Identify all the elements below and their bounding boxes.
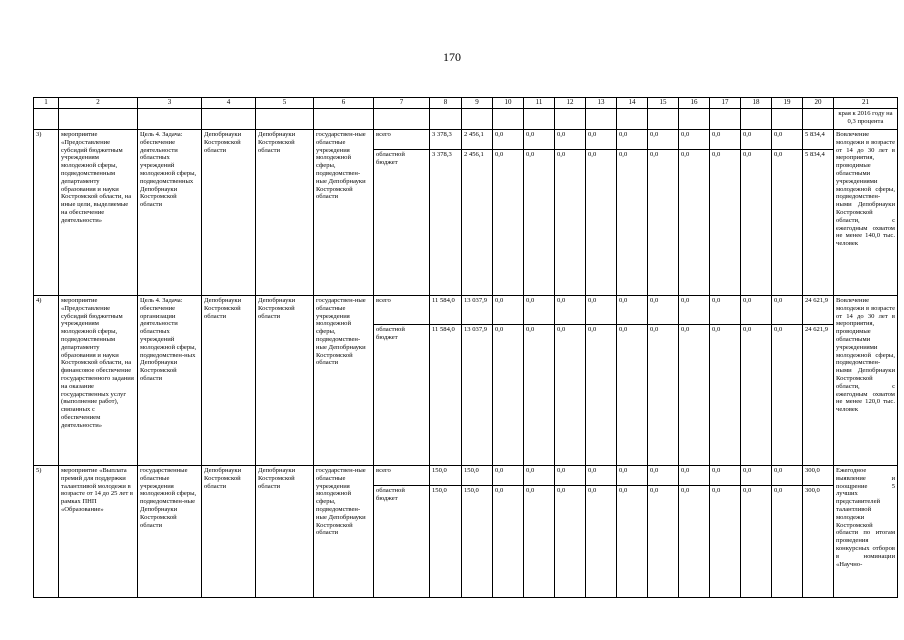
empty-cell: [59, 109, 138, 130]
funding-value: 0,0: [617, 150, 648, 296]
program-table: [33, 97, 898, 598]
funding-value: 0,0: [710, 486, 741, 598]
funding-value: 0,0: [741, 325, 772, 466]
funding-value: 0,0: [493, 130, 524, 150]
empty-cell: [524, 109, 555, 130]
activity-row: [34, 296, 898, 325]
funding-value: 0,0: [555, 325, 586, 466]
funding-value: 0,0: [555, 296, 586, 325]
funding-value: 300,0: [803, 466, 834, 486]
funding-value: 0,0: [772, 325, 803, 466]
continuation-text: края к 2016 году на 0,3 процента: [834, 109, 898, 130]
responsible-executor: Депобрнауки Костромской области: [202, 130, 256, 296]
empty-cell: [586, 109, 617, 130]
funding-value: 0,0: [586, 150, 617, 296]
expected-result: Вовлечение молодежи в возрасте от 14 до 30 лет в мероприятия, проводимые областными учреждениями молодежной сферы, подведомствен-ными Депобрнауки Костромской области, с ежегодным охватом не менее 140,0 тыс. человек: [834, 130, 898, 296]
empty-cell: [202, 109, 256, 130]
funding-value: 0,0: [617, 466, 648, 486]
funding-value: 0,0: [586, 466, 617, 486]
activity-row: [34, 466, 898, 486]
activity-number: 4): [34, 296, 59, 466]
column-number: 5: [256, 98, 314, 109]
funding-value: 0,0: [617, 325, 648, 466]
funding-value: 0,0: [679, 296, 710, 325]
funding-value: 2 456,1: [462, 150, 493, 296]
empty-cell: [462, 109, 493, 130]
funding-value: 0,0: [741, 466, 772, 486]
co-executor: Депобрнауки Костромской области: [256, 130, 314, 296]
funding-value: 0,0: [772, 486, 803, 598]
funding-value: 150,0: [430, 486, 462, 598]
co-executor: Депобрнауки Костромской области: [256, 296, 314, 466]
funding-value: 0,0: [648, 325, 679, 466]
participants: государствен-ные областные учреждения молодежной сферы, подведомствен-ные Депобрнауки Костромской области: [314, 466, 374, 598]
funding-value: 0,0: [710, 130, 741, 150]
empty-cell: [772, 109, 803, 130]
funding-value: 0,0: [555, 150, 586, 296]
funding-value: 0,0: [555, 130, 586, 150]
funding-value: 3 378,3: [430, 130, 462, 150]
column-number: 4: [202, 98, 256, 109]
funding-value: 0,0: [586, 296, 617, 325]
funding-value: 0,0: [555, 466, 586, 486]
funding-value: 0,0: [493, 466, 524, 486]
funding-value: 0,0: [648, 466, 679, 486]
funding-value: 0,0: [710, 150, 741, 296]
empty-cell: [555, 109, 586, 130]
funding-value: 0,0: [772, 466, 803, 486]
column-number: 19: [772, 98, 803, 109]
continuation-row: [34, 109, 898, 130]
activity-number: 3): [34, 130, 59, 296]
activity-goal: государственные областные учреждения молодежной сферы, подведомствен-ные Депобрнауки Костромской области: [138, 466, 202, 598]
page-number: 170: [443, 50, 461, 64]
funding-value: 0,0: [524, 296, 555, 325]
column-number: 20: [803, 98, 834, 109]
column-number: 11: [524, 98, 555, 109]
co-executor: Депобрнауки Костромской области: [256, 466, 314, 598]
column-number: 2: [59, 98, 138, 109]
funding-value: 0,0: [524, 325, 555, 466]
funding-value: 0,0: [617, 130, 648, 150]
empty-cell: [493, 109, 524, 130]
funding-value: 13 037,9: [462, 325, 493, 466]
column-number: 17: [710, 98, 741, 109]
funding-value: 11 584,0: [430, 296, 462, 325]
column-number: 3: [138, 98, 202, 109]
funding-value: 0,0: [679, 486, 710, 598]
empty-cell: [710, 109, 741, 130]
funding-value: 11 584,0: [430, 325, 462, 466]
column-number: 7: [374, 98, 430, 109]
activity-number: 5): [34, 466, 59, 598]
empty-cell: [430, 109, 462, 130]
column-number: 15: [648, 98, 679, 109]
funding-value: 0,0: [586, 486, 617, 598]
funding-value: 0,0: [524, 150, 555, 296]
funding-source: областной бюджет: [374, 150, 430, 296]
activity-name: мероприятие «Предоставление субсидий бюджетным учреждениям молодежной сферы, подведомственным департаменту образования и науки Костромской области, на иные цели, выделяемые на обеспечение деятельности»: [59, 130, 138, 296]
funding-value: 0,0: [555, 486, 586, 598]
funding-value: 0,0: [524, 466, 555, 486]
funding-value: 0,0: [679, 130, 710, 150]
column-number: 6: [314, 98, 374, 109]
funding-value: 0,0: [741, 486, 772, 598]
column-number: 16: [679, 98, 710, 109]
column-number: 13: [586, 98, 617, 109]
responsible-executor: Депобрнауки Костромской области: [202, 296, 256, 466]
funding-source: областной бюджет: [374, 486, 430, 598]
activity-row: [34, 130, 898, 150]
funding-value: 0,0: [741, 130, 772, 150]
funding-value: 0,0: [648, 130, 679, 150]
funding-value: 5 834,4: [803, 150, 834, 296]
empty-cell: [374, 109, 430, 130]
funding-value: 0,0: [524, 130, 555, 150]
funding-value: 0,0: [586, 325, 617, 466]
funding-value: 0,0: [617, 486, 648, 598]
funding-source: областной бюджет: [374, 325, 430, 466]
funding-value: 2 456,1: [462, 130, 493, 150]
funding-value: 300,0: [803, 486, 834, 598]
empty-cell: [138, 109, 202, 130]
funding-value: 0,0: [679, 150, 710, 296]
funding-value: 5 834,4: [803, 130, 834, 150]
expected-result: Ежегодное выявление и поощрение 5 лучших представителей талантливой молодежи Костромской области по итогам проведения конкурсных отборов в номинации «Научно-: [834, 466, 898, 598]
funding-value: 150,0: [462, 466, 493, 486]
funding-value: 0,0: [493, 296, 524, 325]
header-row: [34, 98, 898, 109]
funding-value: 0,0: [710, 296, 741, 325]
participants: государствен-ные областные учреждения молодежной сферы, подведомствен-ные Депобрнауки Костромской области: [314, 130, 374, 296]
funding-value: 0,0: [493, 325, 524, 466]
activity-goal: Цель 4. Задача: обеспечение организации деятельности областных учреждений молодежной сферы, подведомствен-ных Депобрнауки Костромской области: [138, 296, 202, 466]
funding-value: 24 621,9: [803, 296, 834, 325]
funding-value: 24 621,9: [803, 325, 834, 466]
funding-value: 150,0: [430, 466, 462, 486]
empty-cell: [617, 109, 648, 130]
column-number: 18: [741, 98, 772, 109]
column-number: 14: [617, 98, 648, 109]
column-number: 1: [34, 98, 59, 109]
funding-source: всего: [374, 466, 430, 486]
empty-cell: [256, 109, 314, 130]
funding-value: 0,0: [524, 486, 555, 598]
funding-value: 0,0: [648, 150, 679, 296]
responsible-executor: Депобрнауки Костромской области: [202, 466, 256, 598]
activity-name: мероприятие «Предоставление субсидий бюджетным учреждениям молодежной сферы, подведомственным департаменту образования и науки Костромской области, на финансовое обеспечение государственного задания на оказание государственных услуг (выполнение работ), связанных с обеспечением деятельности»: [59, 296, 138, 466]
funding-value: 0,0: [772, 130, 803, 150]
empty-cell: [648, 109, 679, 130]
funding-value: 0,0: [493, 150, 524, 296]
funding-value: 13 037,9: [462, 296, 493, 325]
empty-cell: [34, 109, 59, 130]
funding-value: 0,0: [710, 466, 741, 486]
funding-value: 0,0: [710, 325, 741, 466]
funding-value: 0,0: [617, 296, 648, 325]
column-number: 10: [493, 98, 524, 109]
activity-goal: Цель 4. Задача: обеспечение деятельности областных учреждений молодежной сферы, подведомственных Депобрнауки Костромской области: [138, 130, 202, 296]
column-number: 12: [555, 98, 586, 109]
activity-name: мероприятие «Выплата премий для поддержки талантливой молодежи в возрасте от 14 до 25 лет в рамках ПНП «Образование»: [59, 466, 138, 598]
funding-value: 0,0: [772, 150, 803, 296]
funding-source: всего: [374, 130, 430, 150]
funding-value: 0,0: [772, 296, 803, 325]
funding-value: 150,0: [462, 486, 493, 598]
empty-cell: [803, 109, 834, 130]
column-number: 8: [430, 98, 462, 109]
funding-value: 0,0: [648, 296, 679, 325]
funding-value: 0,0: [679, 466, 710, 486]
empty-cell: [741, 109, 772, 130]
funding-value: 0,0: [648, 486, 679, 598]
funding-value: 0,0: [741, 296, 772, 325]
funding-value: 0,0: [586, 130, 617, 150]
column-number: 9: [462, 98, 493, 109]
funding-value: 3 378,3: [430, 150, 462, 296]
funding-value: 0,0: [741, 150, 772, 296]
funding-value: 0,0: [679, 325, 710, 466]
expected-result: Вовлечение молодежи в возрасте от 14 до 30 лет в мероприятия, проводимые областными учреждениями молодежной сферы, подведомствен-ными Депобрнауки Костромской области, с ежегодным охватом не менее 120,0 тыс. человек: [834, 296, 898, 466]
column-number: 21: [834, 98, 898, 109]
participants: государствен-ные областные учреждения молодежной сферы, подведомствен-ные Депобрнауки Костромской области: [314, 296, 374, 466]
empty-cell: [314, 109, 374, 130]
funding-source: всего: [374, 296, 430, 325]
empty-cell: [679, 109, 710, 130]
funding-value: 0,0: [493, 486, 524, 598]
